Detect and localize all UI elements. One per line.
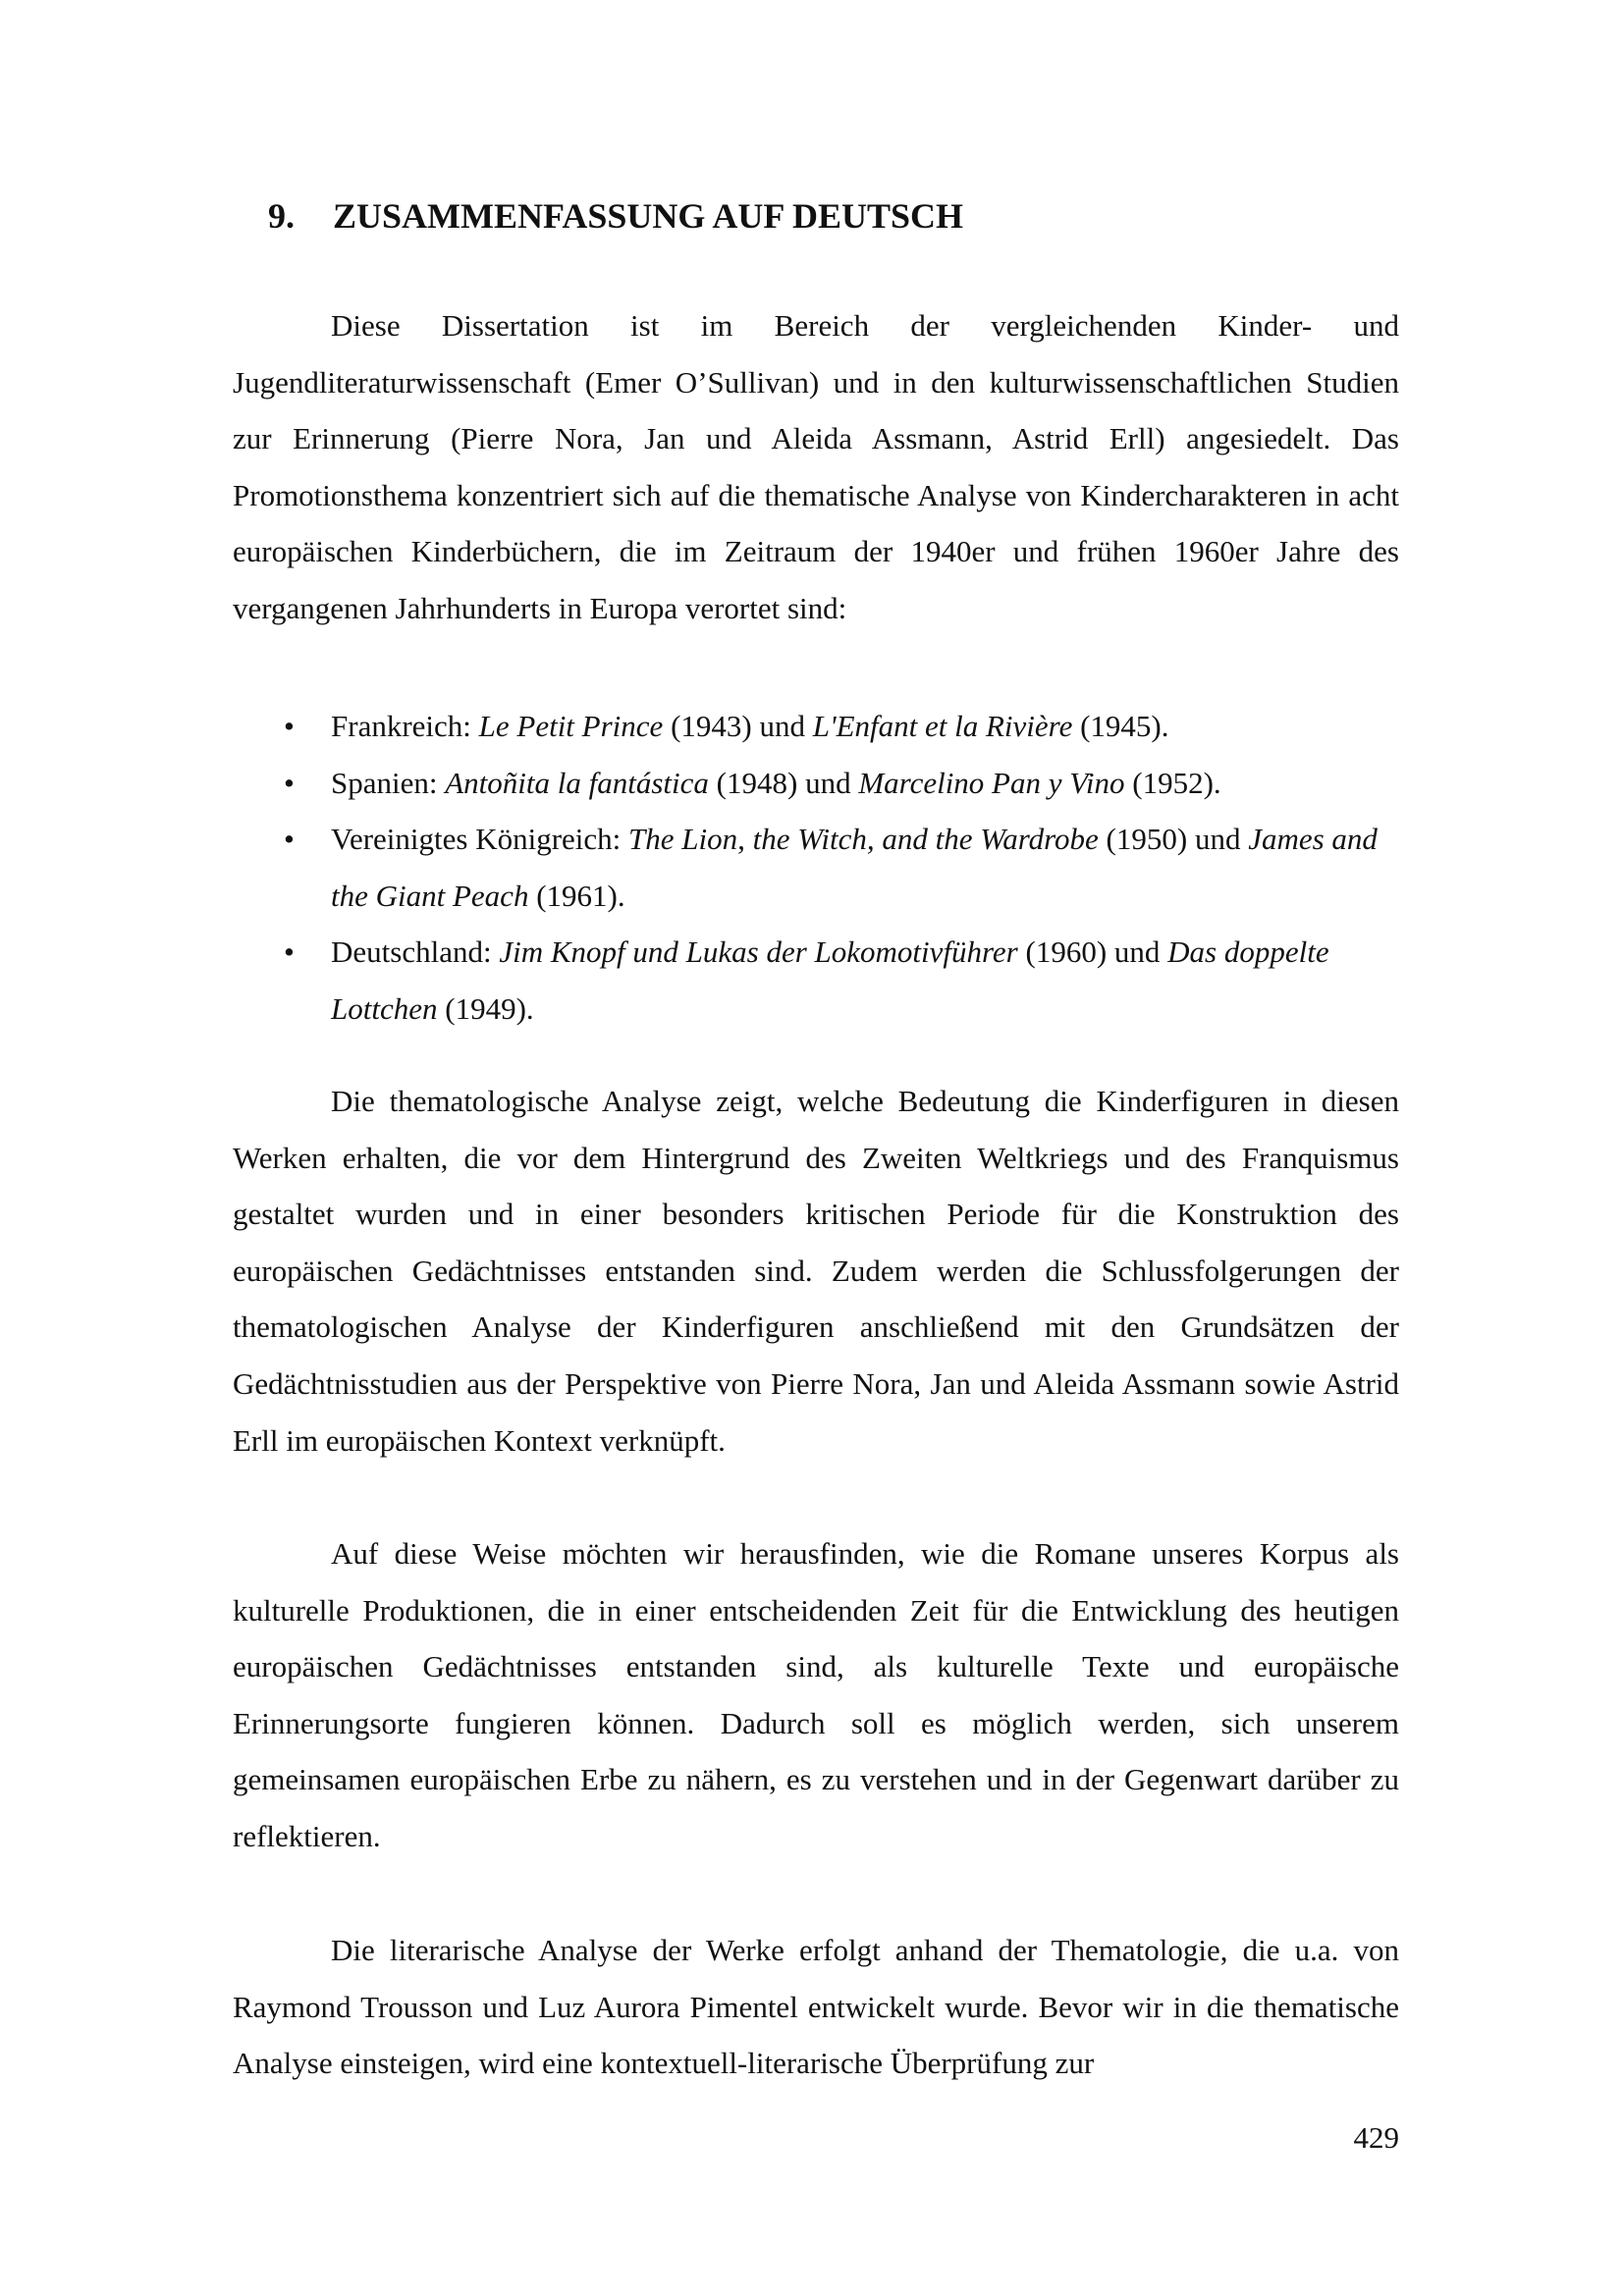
bullet-icon: • (284, 709, 295, 743)
book-title: James and the Giant Peach (331, 822, 1378, 913)
book-title: The Lion, the Witch, and the Wardrobe (628, 822, 1099, 857)
list-item-germany (233, 924, 1399, 1037)
book-year: (1945). (1080, 709, 1169, 743)
country-name: Vereinigtes Königreich: (331, 822, 622, 857)
book-year: (1952). (1132, 765, 1221, 800)
list-item-spain (233, 755, 1399, 812)
page-number: 429 (1353, 2120, 1399, 2155)
book-year: (1943) (671, 709, 752, 743)
paragraph-aim: Auf diese Weise möchten wir herausfinden, wie die Romane unseres Korpus als kulturelle Produktionen, die in einer entscheidenden Zeit für die Entwicklung des heutigen europäischen Gedächtnisses entstanden sind, als kulturelle Texte und europäische Erinnerungsorte fungieren können. Dadurch soll es möglich werden, sich unserem gemeinsamen europäischen Erbe zu nähern, es zu verstehen und in der Gegenwart darüber zu reflektieren. (233, 1536, 1399, 1853)
book-title: Antoñita la fantástica (445, 765, 709, 800)
chapter-number: 9. (268, 196, 295, 236)
bullet-icon: • (284, 765, 295, 800)
chapter-heading (268, 192, 963, 240)
paragraph-analysis: Die thematologische Analyse zeigt, welche Bedeutung die Kinderfiguren in diesen Werken erhalten, die vor dem Hintergrund des Zweiten Weltkriegs und des Franquismus gestaltet wurden und in einer besonders kritischen Periode für die Konstruktion des europäischen Gedächtnisses entstanden sind. Zudem werden die Schlussfolgerungen der thematologischen Analyse der Kinderfiguren anschließend mit den Grundsätzen der Gedächtnisstudien aus der Perspektive von Pierre Nora, Jan und Aleida Assmann sowie Astrid Erll im europäischen Kontext verknüpft. (233, 1084, 1399, 1458)
paragraph-intro: Diese Dissertation ist im Bereich der vergleichenden Kinder- und Jugendliteraturwissenschaft (Emer O’Sullivan) und in den kulturwissenschaftlichen Studien zur Erinnerung (Pierre Nora, Jan und Aleida Assmann, Astrid Erll) angesiedelt. Das Promotionsthema konzentriert sich auf die thematische Analyse von Kindercharakteren in acht europäischen Kinderbüchern, die im Zeitraum der 1940er und frühen 1960er Jahre des vergangenen Jahrhunderts in Europa verortet sind: (233, 308, 1399, 625)
country-name: Deutschland: (331, 934, 492, 970)
list-item-france (233, 698, 1399, 755)
book-year: (1960) (1025, 934, 1108, 970)
book-title: Marcelino Pan y Vino (858, 765, 1125, 800)
country-name: Frankreich: (331, 709, 471, 743)
conjunction: und (1113, 934, 1161, 970)
conjunction: und (1194, 822, 1241, 857)
conjunction: und (805, 765, 851, 800)
book-list (233, 698, 1399, 1038)
book-title: Das doppelte Lottchen (331, 934, 1329, 1026)
book-year: (1961). (536, 878, 625, 913)
document-page (233, 0, 1399, 2296)
book-title: Jim Knopf und Lukas der Lokomotivführer (499, 934, 1018, 970)
list-item-united-kingdom (233, 811, 1399, 924)
bullet-icon: • (284, 822, 295, 857)
book-year: (1949). (445, 990, 534, 1026)
book-year: (1950) (1106, 822, 1188, 857)
chapter-title: ZUSAMMENFASSUNG AUF DEUTSCH (333, 196, 964, 236)
book-year: (1948) (716, 765, 798, 800)
country-name: Spanien: (331, 765, 438, 800)
book-title: Le Petit Prince (478, 709, 664, 743)
conjunction: und (759, 709, 805, 743)
book-title: L'Enfant et la Rivière (812, 709, 1073, 743)
bullet-icon: • (284, 934, 295, 970)
paragraph-method: Die literarische Analyse der Werke erfolgt anhand der Thematologie, die u.a. von Raymond Trousson und Luz Aurora Pimentel entwickelt wurde. Bevor wir in die thematische Analyse einsteigen, wird eine kontextuell-literarische Überprüfung zur (233, 1933, 1399, 2081)
